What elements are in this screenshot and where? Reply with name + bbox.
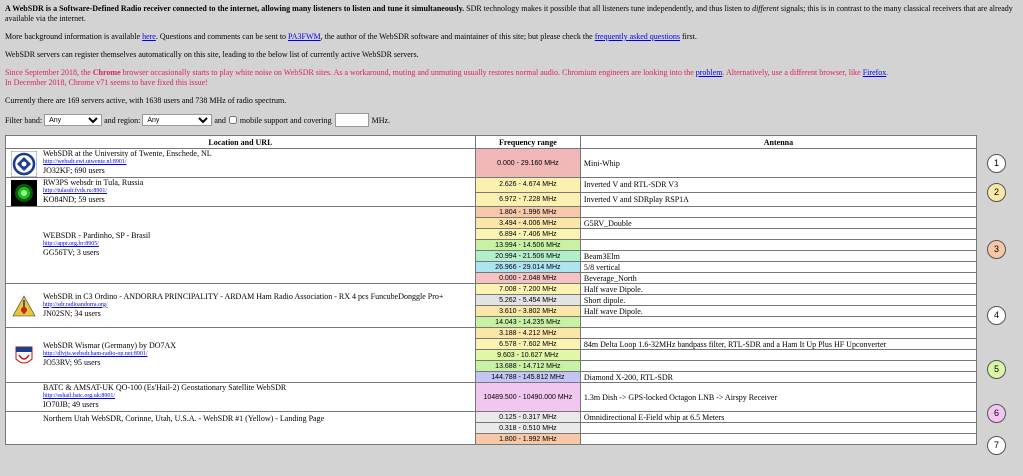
site-logo-icon: [11, 343, 37, 369]
antenna-cell: [580, 240, 976, 251]
register-paragraph: WebSDR servers can register themselves automatically on this site, leading to the below list of currently active WebSDR servers.: [5, 50, 419, 59]
header-location: Location and URL: [6, 136, 476, 149]
frequency-range-cell: 13.688 - 14.712 MHz: [475, 361, 580, 372]
site-meta: IO70JB; 49 users: [43, 400, 99, 409]
frequency-range-cell: 3.188 - 4.212 MHz: [475, 328, 580, 339]
site-meta: JN02SN; 34 users: [43, 308, 101, 318]
background-paragraph: More background information is available here. Questions and comments can be sent to PA3FWM, the author of the WebSDR software and maintainer of this site; but please check the frequently asked questions first.: [5, 32, 697, 41]
firefox-link[interactable]: Firefox: [862, 68, 887, 77]
antenna-cell: 1.3m Dish -> GPS-locked Octagon LNB -> Airspy Receiver: [580, 383, 976, 412]
antenna-cell: Half wave Dipole.: [580, 306, 976, 317]
server-number-badge: 2: [987, 183, 1006, 202]
frequency-range-cell: 3.494 - 4.006 MHz: [475, 218, 580, 229]
mhz-label: MHz.: [371, 115, 391, 125]
frequency-range-cell: 13.994 - 14.506 MHz: [475, 240, 580, 251]
frequency-range-cell: 0.000 - 2.048 MHz: [475, 273, 580, 284]
filter-bar: [5, 113, 1018, 127]
site-location-cell: [6, 149, 476, 178]
antenna-cell: Inverted V and SDRplay RSP1A: [580, 192, 976, 207]
site-url-link[interactable]: http://eshail.batc.org.uk:8901/: [43, 393, 116, 399]
band-select[interactable]: [44, 114, 102, 126]
site-meta: GG56TV; 3 users: [43, 248, 100, 257]
frequency-range-cell: 5.262 - 5.454 MHz: [475, 295, 580, 306]
frequency-range-cell: 6.894 - 7.406 MHz: [475, 229, 580, 240]
frequency-range-cell: 6.578 - 7.602 MHz: [475, 339, 580, 350]
antenna-cell: Short dipole.: [580, 295, 976, 306]
region-filter-label: and region:: [104, 115, 141, 125]
and-label: and: [214, 115, 226, 125]
websdr-table: [5, 135, 977, 445]
antenna-cell: [580, 434, 976, 445]
table-header-row: [6, 136, 977, 149]
site-meta: JO32KF; 690 users: [43, 166, 105, 175]
site-url-link[interactable]: http://sdr.radioandorra.org/: [43, 301, 108, 308]
antenna-cell: Half wave Dipole.: [580, 284, 976, 295]
antenna-cell: G5RV_Double: [580, 218, 976, 229]
antenna-cell: [580, 361, 976, 372]
antenna-cell: [580, 317, 976, 328]
site-name[interactable]: RW3PS websdr in Tula, Russia: [43, 178, 144, 187]
header-antenna: Antenna: [580, 136, 976, 149]
chrome-notice: Since September 2018, the Chrome browser occasionally starts to play white noise on WebSDR sites. As a workaround, muting and unmuting usually restores normal audio. Chromium engineers are looking into the problem. Alternatively, use a different browser, like Firefox. In December 2018, Chrome v71 seems to have fixed this issue!: [5, 68, 889, 87]
site-name[interactable]: WEBSDR - Pardinho, SP - Brasil: [43, 231, 151, 240]
faq-link[interactable]: frequently asked questions: [594, 32, 680, 41]
table-row: [6, 383, 977, 412]
antenna-cell: 5/8 vertical: [580, 262, 976, 273]
intro-paragraph: A WebSDR is a Software-Defined Radio receiver connected to the internet, allowing many listeners to listen and tune it simultaneously. SDR technology makes it possible that all listeners tune independently, and thus listen to different signals; this is in contrast to the many classical receivers that are already available via the internet.: [5, 4, 1013, 23]
site-location-cell: [6, 383, 476, 412]
stats-text: Currently there are 169 servers active, with 1638 users and 738 MHz of radio spectrum.: [5, 96, 287, 105]
frequency-range-cell: 3.610 - 3.802 MHz: [475, 306, 580, 317]
antenna-cell: [580, 423, 976, 434]
site-name[interactable]: BATC & AMSAT-UK QO-100 (Es'Hail-2) Geostationary Satellite WebSDR: [43, 383, 287, 392]
site-location-cell: [6, 412, 476, 445]
frequency-range-cell: 1.804 - 1.996 MHz: [475, 207, 580, 218]
antenna-cell: Inverted V and RTL-SDR V3: [580, 178, 976, 193]
site-url-link[interactable]: http://appr.org.br:8905/: [43, 241, 99, 247]
mobile-label: mobile support and covering: [239, 115, 332, 125]
table-row: [6, 149, 977, 178]
frequency-range-cell: 14.043 - 14.235 MHz: [475, 317, 580, 328]
mobile-support-checkbox[interactable]: [229, 116, 237, 124]
antenna-cell: [580, 229, 976, 240]
frequency-range-cell: 9.603 - 10.627 MHz: [475, 350, 580, 361]
frequency-range-cell: 10489.500 - 10490.000 MHz: [475, 383, 580, 412]
frequency-range-cell: 0.125 - 0.317 MHz: [475, 412, 580, 423]
region-select[interactable]: [142, 114, 212, 126]
antenna-cell: 84m Delta Loop 1.6-32MHz bandpass filter, RTL-SDR and a Ham It Up Plus HF Upconverter: [580, 339, 976, 350]
site-location-cell: [6, 178, 476, 207]
server-number-badge: 4: [987, 306, 1006, 325]
header-frequency: Frequency range: [475, 136, 580, 149]
table-row: [6, 284, 977, 295]
problem-link[interactable]: problem: [695, 68, 723, 77]
antenna-cell: [580, 328, 976, 339]
site-meta: JO53RV; 95 users: [43, 358, 101, 367]
here-link[interactable]: here: [142, 32, 156, 41]
table-row: [6, 207, 977, 218]
server-number-badge: 5: [987, 360, 1006, 379]
frequency-range-cell: 6.972 - 7.228 MHz: [475, 192, 580, 207]
site-name[interactable]: WebSDR at the University of Twente, Enschede, NL: [43, 149, 212, 158]
site-url-link[interactable]: http://websdr.ewi.utwente.nl:8901/: [43, 159, 127, 165]
frequency-range-cell: 26.966 - 29.014 MHz: [475, 262, 580, 273]
antenna-cell: Beam3Elm: [580, 251, 976, 262]
site-location-cell: [6, 207, 476, 284]
frequency-range-cell: 0.000 - 29.160 MHz: [475, 149, 580, 178]
table-row: [6, 178, 977, 193]
frequency-input[interactable]: [335, 113, 369, 127]
antenna-cell: Diamond X-200, RTL-SDR: [580, 372, 976, 383]
table-row: [6, 328, 977, 339]
server-number-badge: 7: [987, 436, 1006, 455]
frequency-range-cell: 0.318 - 0.510 MHz: [475, 423, 580, 434]
frequency-range-cell: 7.008 - 7.200 MHz: [475, 284, 580, 295]
site-location-cell: [6, 328, 476, 383]
site-logo-icon: [11, 294, 37, 320]
server-number-badge: 3: [987, 240, 1006, 259]
site-meta: KO84ND; 59 users: [43, 195, 105, 204]
antenna-cell: [580, 207, 976, 218]
frequency-range-cell: 20.994 - 21.506 MHz: [475, 251, 580, 262]
site-logo-icon: [11, 180, 37, 206]
pa3fwm-link[interactable]: PA3FWM: [288, 32, 321, 41]
site-location-cell: [6, 284, 476, 328]
server-number-badge: 6: [987, 404, 1006, 423]
antenna-cell: [580, 350, 976, 361]
table-row: [6, 412, 977, 423]
site-name[interactable]: WebSDR Wismar (Germany) by DO7AX: [43, 341, 177, 350]
site-name[interactable]: Northern Utah WebSDR, Corinne, Utah, U.S.A. - WebSDR #1 (Yellow) - Landing Page: [43, 414, 325, 423]
antenna-cell: Mini-Whip: [580, 149, 976, 178]
frequency-range-cell: 1.800 - 1.992 MHz: [475, 434, 580, 445]
frequency-range-cell: 2.626 - 4.674 MHz: [475, 178, 580, 193]
server-number-badge: 1: [987, 154, 1006, 173]
frequency-range-cell: 144.788 - 145.812 MHz: [475, 372, 580, 383]
site-url-link[interactable]: http://tulasdr.fvds.ru:8901/: [43, 188, 107, 194]
antenna-cell: Omnidirectional E-Field whip at 6.5 Meters: [580, 412, 976, 423]
site-url-link[interactable]: http://dlvjis.websdr.ham-radio-op.net:8901/: [43, 351, 148, 357]
site-logo-icon: [11, 151, 37, 177]
band-filter-label: Filter band:: [5, 115, 43, 125]
site-name[interactable]: WebSDR in C3 Ordino - ANDORRA PRINCIPALITY - ARDAM Ham Radio Association - RX 4 pcs FuncubeDonggle Pro+: [43, 291, 444, 301]
antenna-cell: Beverage_North: [580, 273, 976, 284]
